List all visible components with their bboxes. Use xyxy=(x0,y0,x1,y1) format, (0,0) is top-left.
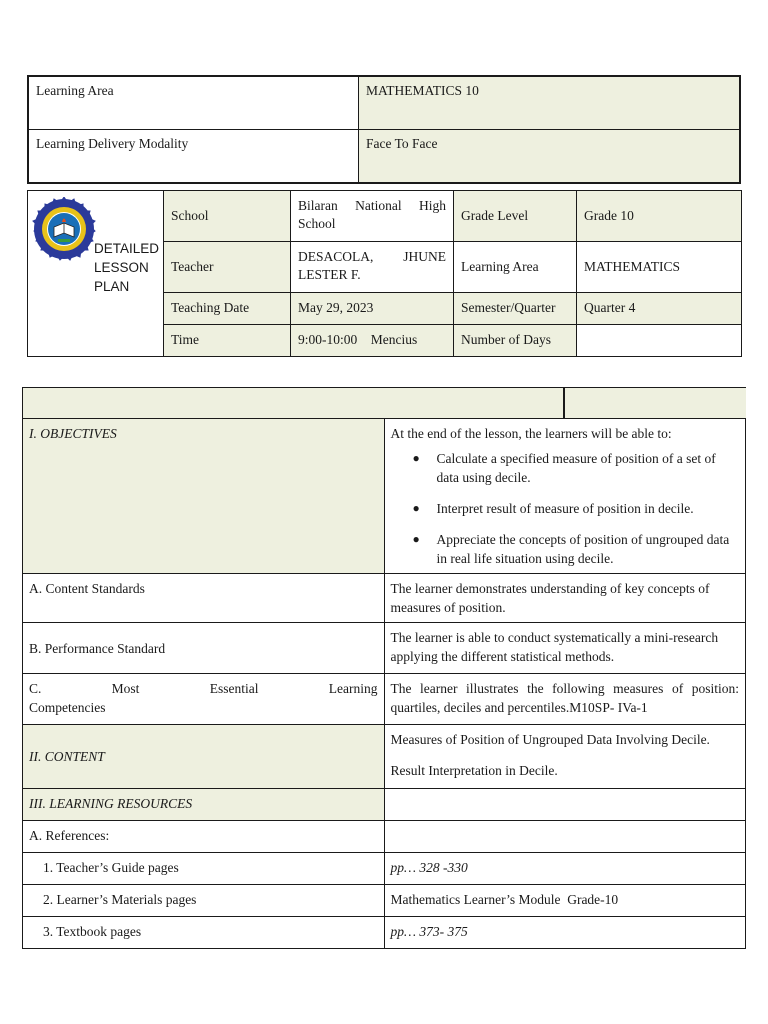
objectives-intro: At the end of the lesson, the learners will be able to: xyxy=(390,426,672,441)
lesson-table-header xyxy=(23,388,746,419)
number-of-days-value xyxy=(577,325,742,357)
time-value: 9:00-10:00 xyxy=(298,332,358,347)
textbook-label: 3. Textbook pages xyxy=(23,917,385,949)
lesson-plan-title xyxy=(94,239,159,296)
table-row xyxy=(23,821,746,853)
table-row xyxy=(23,388,746,419)
delivery-modality-label: Learning Delivery Modality xyxy=(28,130,359,184)
content-cell xyxy=(384,725,746,789)
list-item: ● Interpret result of measure of position in decile. xyxy=(437,499,740,518)
logo-title-cell xyxy=(28,191,164,357)
learners-materials-value: Mathematics Learner’s Module Grade-10 xyxy=(384,885,746,917)
school-seal-icon xyxy=(32,197,96,261)
number-of-days-label: Number of Days xyxy=(454,325,577,357)
lesson-plan-table xyxy=(22,387,746,949)
list-item: ● Appreciate the concepts of position of ungrouped data in real life situation using decile. xyxy=(437,530,740,568)
title-line: LESSON xyxy=(94,260,149,275)
table-row xyxy=(23,917,746,949)
objectives-list xyxy=(391,449,740,568)
learning-area-label: Learning Area xyxy=(454,242,577,293)
teachers-guide-value: pp… 328 -330 xyxy=(384,853,746,885)
grade-level-value: Grade 10 xyxy=(577,191,742,242)
table-row xyxy=(28,130,740,184)
references-value xyxy=(384,821,746,853)
table-row xyxy=(23,789,746,821)
semester-value: Quarter 4 xyxy=(577,293,742,325)
table-row xyxy=(23,574,746,623)
objectives-cell xyxy=(384,419,746,574)
learning-resources-value xyxy=(384,789,746,821)
time-value-cell xyxy=(291,325,454,357)
title-line: PLAN xyxy=(94,279,130,294)
table-row xyxy=(23,853,746,885)
title-line: DETAILED xyxy=(94,241,160,256)
table-row xyxy=(23,674,746,725)
table-row xyxy=(28,191,742,242)
content-standards-label: A. Content Standards xyxy=(23,574,385,623)
melc-value: The learner illustrates the following measures of position: quartiles, deciles and percentiles.M10SP- IVa-1 xyxy=(384,674,746,725)
table-row xyxy=(23,623,746,674)
teacher-label: Teacher xyxy=(164,242,291,293)
table-row xyxy=(23,419,746,574)
table-row xyxy=(23,885,746,917)
content-standards-value: The learner demonstrates understanding of key concepts of measures of position. xyxy=(384,574,746,623)
learners-materials-label: 2. Learner’s Materials pages xyxy=(23,885,385,917)
teachers-guide-label: 1. Teacher’s Guide pages xyxy=(23,853,385,885)
school-value: Bilaran National High School xyxy=(291,191,454,242)
performance-standard-value: The learner is able to conduct systematically a mini-research applying the different statistical methods. xyxy=(384,623,746,674)
performance-standard-label: B. Performance Standard xyxy=(23,623,385,674)
learning-area-label: Learning Area xyxy=(28,76,359,130)
content-label: II. CONTENT xyxy=(23,725,385,789)
grade-level-label: Grade Level xyxy=(454,191,577,242)
textbook-value: pp… 373- 375 xyxy=(384,917,746,949)
learning-area-value: MATHEMATICS xyxy=(577,242,742,293)
semester-label: Semester/Quarter xyxy=(454,293,577,325)
delivery-modality-value: Face To Face xyxy=(359,130,741,184)
melc-label: C. Most Essential Learning Competencies xyxy=(23,674,385,725)
content-line: Result Interpretation in Decile. xyxy=(390,763,558,778)
teaching-date-value: May 29, 2023 xyxy=(291,293,454,325)
teacher-value: DESACOLA, JHUNE LESTER F. xyxy=(291,242,454,293)
teaching-date-label: Teaching Date xyxy=(164,293,291,325)
table-row xyxy=(28,76,740,130)
time-label: Time xyxy=(164,325,291,357)
time-section: Mencius xyxy=(370,332,418,347)
school-label: School xyxy=(164,191,291,242)
content-line: Measures of Position of Ungrouped Data Involving Decile. xyxy=(390,732,710,747)
learning-area-value: MATHEMATICS 10 xyxy=(359,76,741,130)
learning-info-table xyxy=(27,75,741,184)
list-item: ● Calculate a specified measure of position of a set of data using decile. xyxy=(437,449,740,487)
objectives-label: I. OBJECTIVES xyxy=(23,419,385,574)
references-label: A. References: xyxy=(23,821,385,853)
lesson-header-table xyxy=(27,190,742,357)
learning-resources-label: III. LEARNING RESOURCES xyxy=(23,789,385,821)
table-row xyxy=(23,725,746,789)
